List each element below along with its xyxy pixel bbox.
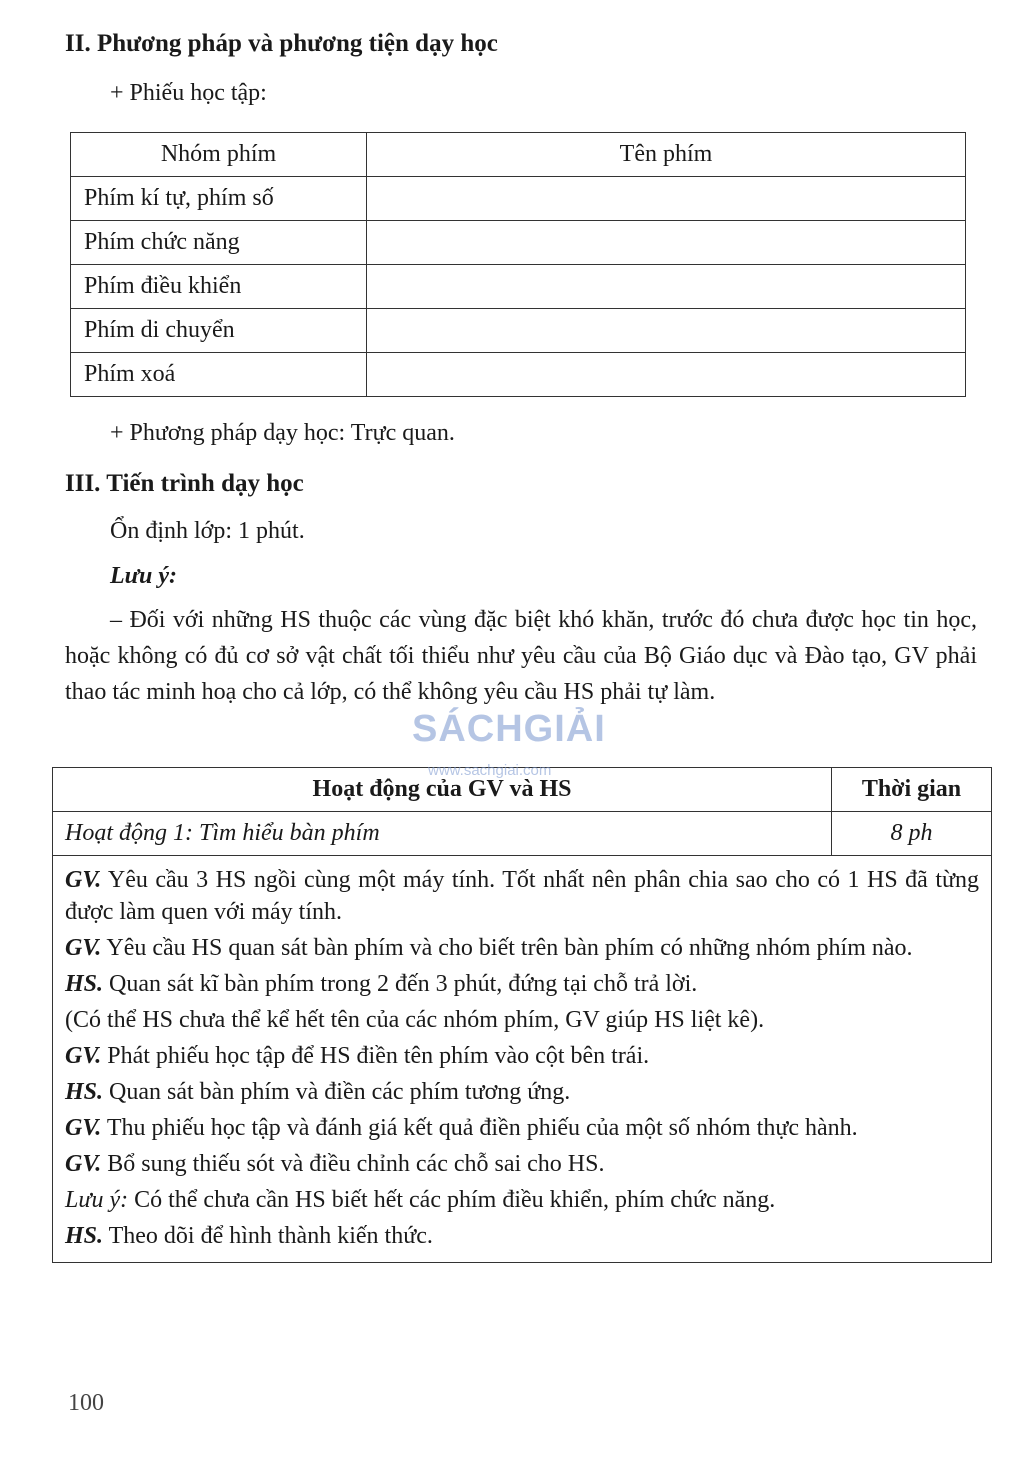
activity-line-text: Quan sát kĩ bàn phím trong 2 đến 3 phút, đứng tại chỗ trả lời. bbox=[103, 971, 698, 997]
activity-line-text: (Có thể HS chưa thể kể hết tên của các nhóm phím, GV giúp HS liệt kê). bbox=[65, 1007, 765, 1033]
activity-line-text: Theo dõi để hình thành kiến thức. bbox=[103, 1223, 433, 1249]
note-label: Lưu ý: bbox=[110, 563, 178, 589]
key-group-cell: Phím xoá bbox=[71, 353, 367, 397]
actor-label: GV. bbox=[65, 935, 102, 961]
activity-line bbox=[65, 1112, 979, 1144]
worksheet-header-cell: Tên phím bbox=[367, 133, 966, 177]
activity-line bbox=[65, 1004, 979, 1036]
section-2-title: II. Phương pháp và phương tiện dạy học bbox=[65, 30, 498, 57]
time-header-cell: Thời gian bbox=[832, 768, 992, 812]
actor-label: GV. bbox=[65, 1151, 102, 1177]
note-paragraph: – Đối với những HS thuộc các vùng đặc biệt khó khăn, trước đó chưa được học tin học, hoặc không có đủ cơ sở vật chất tối thiểu như yêu cầu của Bộ Giáo dục và Đào tạo, GV phải thao tác minh hoạ cho cả lớp, có thể không yêu cầu HS phải tự làm. bbox=[65, 607, 977, 705]
table-row bbox=[71, 353, 966, 397]
activity-line-text: Yêu cầu 3 HS ngồi cùng một máy tính. Tốt nhất nên phân chia sao cho có 1 HS đã từng được làm quen với máy tính. bbox=[65, 867, 979, 925]
activity-time-cell: 8 ph bbox=[832, 812, 992, 856]
watermark-brand: SÁCHGIẢI bbox=[412, 708, 606, 750]
watermark-url: www.sachgiai.com bbox=[428, 762, 552, 779]
worksheet-table bbox=[70, 132, 966, 397]
activity-line bbox=[65, 932, 979, 964]
table-row bbox=[71, 309, 966, 353]
actor-label: HS. bbox=[65, 1223, 104, 1249]
worksheet-label: + Phiếu học tập: bbox=[110, 80, 267, 106]
method-text: + Phương pháp dạy học: Trực quan. bbox=[110, 420, 455, 446]
actor-label: GV. bbox=[65, 867, 102, 893]
key-group-cell: Phím kí tự, phím số bbox=[71, 177, 367, 221]
key-name-cell bbox=[367, 309, 966, 353]
activity-line bbox=[65, 1040, 979, 1072]
key-group-cell: Phím điều khiển bbox=[71, 265, 367, 309]
activity-body-cell bbox=[53, 856, 992, 1263]
activity-table bbox=[52, 767, 992, 1263]
activity-header-cell: Hoạt động của GV và HS bbox=[53, 768, 832, 812]
key-name-cell bbox=[367, 221, 966, 265]
key-name-cell bbox=[367, 265, 966, 309]
activity-body-row bbox=[53, 856, 992, 1263]
activity-line-text: Phát phiếu học tập để HS điền tên phím vào cột bên trái. bbox=[101, 1043, 650, 1069]
activity-line-text: Có thể chưa cần HS biết hết các phím điều khiển, phím chức năng. bbox=[128, 1187, 776, 1213]
activity-line bbox=[65, 864, 979, 928]
activity-line bbox=[65, 1148, 979, 1180]
activity-line-text: Thu phiếu học tập và đánh giá kết quả điền phiếu của một số nhóm thực hành. bbox=[101, 1115, 858, 1141]
key-group-cell: Phím di chuyển bbox=[71, 309, 367, 353]
section-3-title: III. Tiến trình dạy học bbox=[65, 470, 304, 497]
activity-line-text: Yêu cầu HS quan sát bàn phím và cho biết trên bàn phím có những nhóm phím nào. bbox=[101, 935, 913, 961]
activity-header-row bbox=[53, 768, 992, 812]
key-group-cell: Phím chức năng bbox=[71, 221, 367, 265]
worksheet-header-row bbox=[71, 133, 966, 177]
activity-line bbox=[65, 1076, 979, 1108]
worksheet-header-cell: Nhóm phím bbox=[71, 133, 367, 177]
activity-line-text: Bổ sung thiếu sót và điều chỉnh các chỗ sai cho HS. bbox=[101, 1151, 605, 1177]
activity-line-text: Quan sát bàn phím và điền các phím tương ứng. bbox=[103, 1079, 571, 1105]
page-number: 100 bbox=[68, 1390, 104, 1416]
table-row bbox=[71, 221, 966, 265]
activity-line bbox=[65, 1184, 979, 1216]
key-name-cell bbox=[367, 353, 966, 397]
actor-label: HS. bbox=[65, 971, 104, 997]
activity-line bbox=[65, 1220, 979, 1252]
activity-line bbox=[65, 968, 979, 1000]
actor-label: HS. bbox=[65, 1079, 104, 1105]
table-row bbox=[71, 265, 966, 309]
actor-label: GV. bbox=[65, 1043, 102, 1069]
key-name-cell bbox=[367, 177, 966, 221]
table-row bbox=[71, 177, 966, 221]
note-inline-label: Lưu ý: bbox=[65, 1187, 129, 1213]
activity-name-cell: Hoạt động 1: Tìm hiểu bàn phím bbox=[53, 812, 832, 856]
activity-title-row bbox=[53, 812, 992, 856]
actor-label: GV. bbox=[65, 1115, 102, 1141]
class-stabilize-text: Ổn định lớp: 1 phút. bbox=[110, 518, 305, 544]
